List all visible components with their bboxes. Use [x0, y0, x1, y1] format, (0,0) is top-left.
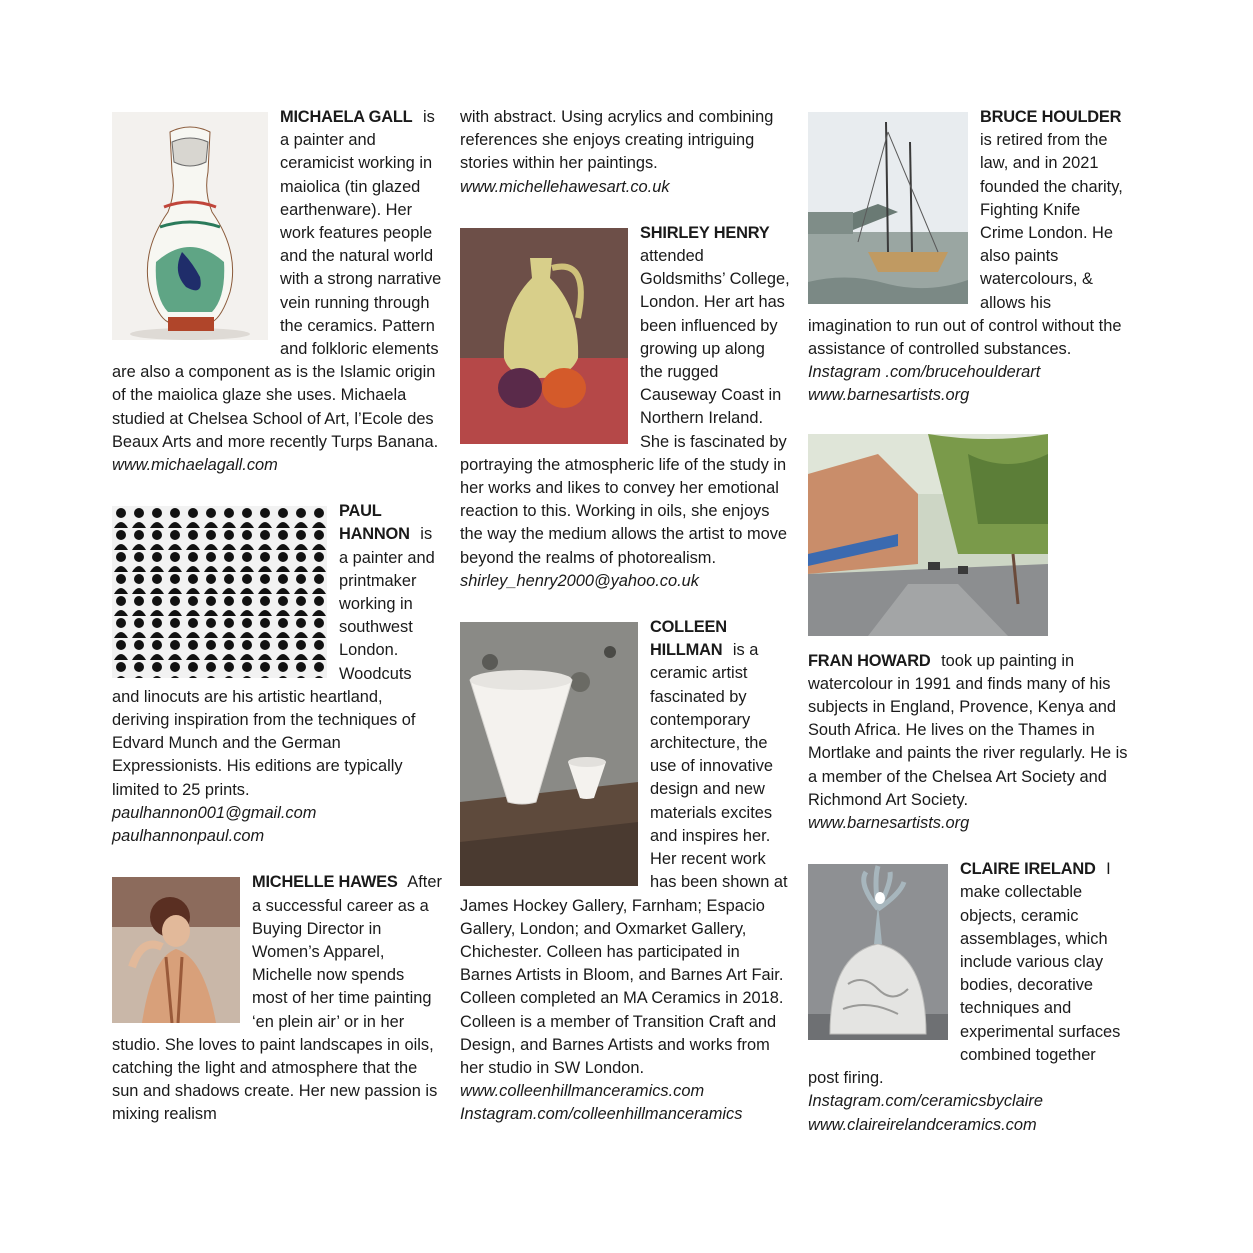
- entry-paul-hannon: [112, 500, 442, 848]
- entry-michaela-gall: [112, 106, 442, 477]
- artist-name: MICHELLE HAWES: [252, 873, 398, 892]
- woodcut-crowd-image: [112, 506, 327, 678]
- entry-michelle-hawes-continued: [460, 106, 790, 199]
- artist-name: MICHAELA GALL: [280, 108, 413, 126]
- artist-bio: attended Goldsmiths’ College, London. Her art has been influenced by growing up along the rugged Causeway Coast in Northern Ireland. She is fascinated by portraying the atmospheric life of the study in her works and likes to convey her emotional reaction to this. Working in oils, she enjoys the way the medium allows the artist to move beyond the realms of photorealism.: [460, 247, 790, 567]
- artist-instagram-link[interactable]: Instagram.com/ceramicsbyclaire: [808, 1092, 1043, 1111]
- street-watercolour-image: [808, 434, 1048, 636]
- artist-website-link[interactable]: www.michaelagall.com: [112, 456, 278, 475]
- artist-bio: is retired from the law, and in 2021 founded the charity, Fighting Knife Crime London. He also paints watercolours, & allows his imagination to run out of control without the assistance of controlled substances.: [808, 131, 1123, 359]
- artist-bio-continued: with abstract. Using acrylics and combining references she enjoys creating intriguing stories within her paintings.: [460, 108, 774, 173]
- artist-name: FRAN HOWARD: [808, 651, 931, 670]
- artist-website-link[interactable]: www.barnesartists.org: [808, 814, 970, 833]
- artist-name: CLAIRE IRELAND: [960, 860, 1096, 879]
- entry-colleen-hillman: [460, 616, 790, 1126]
- entry-claire-ireland: [808, 858, 1128, 1136]
- artist-website-link[interactable]: www.michellehawesart.co.uk: [460, 177, 670, 196]
- entry-michelle-hawes: [112, 871, 442, 1126]
- vase-image: [112, 112, 268, 340]
- artist-name: COLLEEN HILLMAN: [650, 618, 727, 660]
- artist-website-link[interactable]: www.barnesartists.org: [808, 386, 970, 405]
- artist-bio: I make collectable objects, ceramic assemblages, which include various clay bodies, decorative techniques and experimental surfaces combined together post firing.: [808, 860, 1121, 1088]
- artist-email-link[interactable]: shirley_henry2000@yahoo.co.uk: [460, 571, 699, 590]
- painting-woman-image: [112, 877, 240, 1023]
- artist-bio: took up painting in watercolour in 1991 and finds many of his subjects in England, Provence, Kenya and South Africa. He lives on the Thames in Mortlake and paints the river regularly. He is a member of the Chelsea Art Society and Richmond Art Society.: [808, 651, 1128, 809]
- column-2: [460, 106, 790, 1150]
- entry-bruce-houlder: [808, 106, 1128, 408]
- artist-instagram-link[interactable]: Instagram.com/colleenhillmanceramics: [460, 1105, 743, 1124]
- artist-name: BRUCE HOULDER: [980, 108, 1122, 126]
- artist-bio: is a painter and ceramicist working in maiolica (tin glazed earthenware). Her work features people and the natural world with a strong narrative vein running through the ceramics. Pattern and folkloric elements are also a component as is the Islamic origin of the maiolica glaze she uses. Michaela studied at Chelsea School of Art, l’Ecole des Beaux Arts and more recently Turps Banana.: [112, 108, 442, 451]
- column-3: [808, 106, 1128, 1160]
- sailboat-watercolour-image: [808, 112, 968, 304]
- artist-bio: After a successful career as a Buying Director in Women’s Apparel, Michelle now spends most of her time painting ‘en plein air’ or in her studio. She loves to paint landscapes in oils, catching the light and atmosphere that the sun and shadows create. Her new passion is mixing realism: [112, 873, 442, 1124]
- artist-bio: is a painter and printmaker working in southwest London. Woodcuts and linocuts are his artistic heartland, deriving inspiration from the techniques of Edvard Munch and the German Expressionists. His editions are typically limited to 25 prints.: [112, 525, 435, 799]
- artist-name: PAUL HANNON: [339, 502, 410, 544]
- artist-name: SHIRLEY HENRY: [640, 223, 770, 242]
- artist-bio: is a ceramic artist fascinated by contemporary architecture, the use of innovative design and new materials excites and inspires her. Her recent work has been shown at James Hockey Gallery, Farnham; Espacio Gallery, London; and Oxmarket Gallery, Chichester. Colleen has participated in Barnes Artists in Bloom, and Barnes Art Fair. Colleen completed an MA Ceramics in 2018. Colleen is a member of Transition Craft and Design, and Barnes Artists and works from her studio in SW London.: [460, 641, 788, 1077]
- column-1: [112, 106, 442, 1150]
- ceramic-cups-image: [460, 622, 638, 886]
- artist-website-link[interactable]: paulhannonpaul.com: [112, 827, 265, 846]
- artist-website-link[interactable]: www.colleenhillmanceramics.com: [460, 1082, 705, 1101]
- entry-fran-howard: [808, 434, 1128, 836]
- artist-instagram-link[interactable]: Instagram .com/brucehoulderart: [808, 363, 1041, 382]
- entry-shirley-henry: [460, 222, 790, 593]
- still-life-jug-image: [460, 228, 628, 444]
- artist-website-link[interactable]: www.claireirelandceramics.com: [808, 1115, 1037, 1134]
- artist-email-link[interactable]: paulhannon001@gmail.com: [112, 803, 317, 822]
- ceramic-sculpture-image: [808, 864, 948, 1040]
